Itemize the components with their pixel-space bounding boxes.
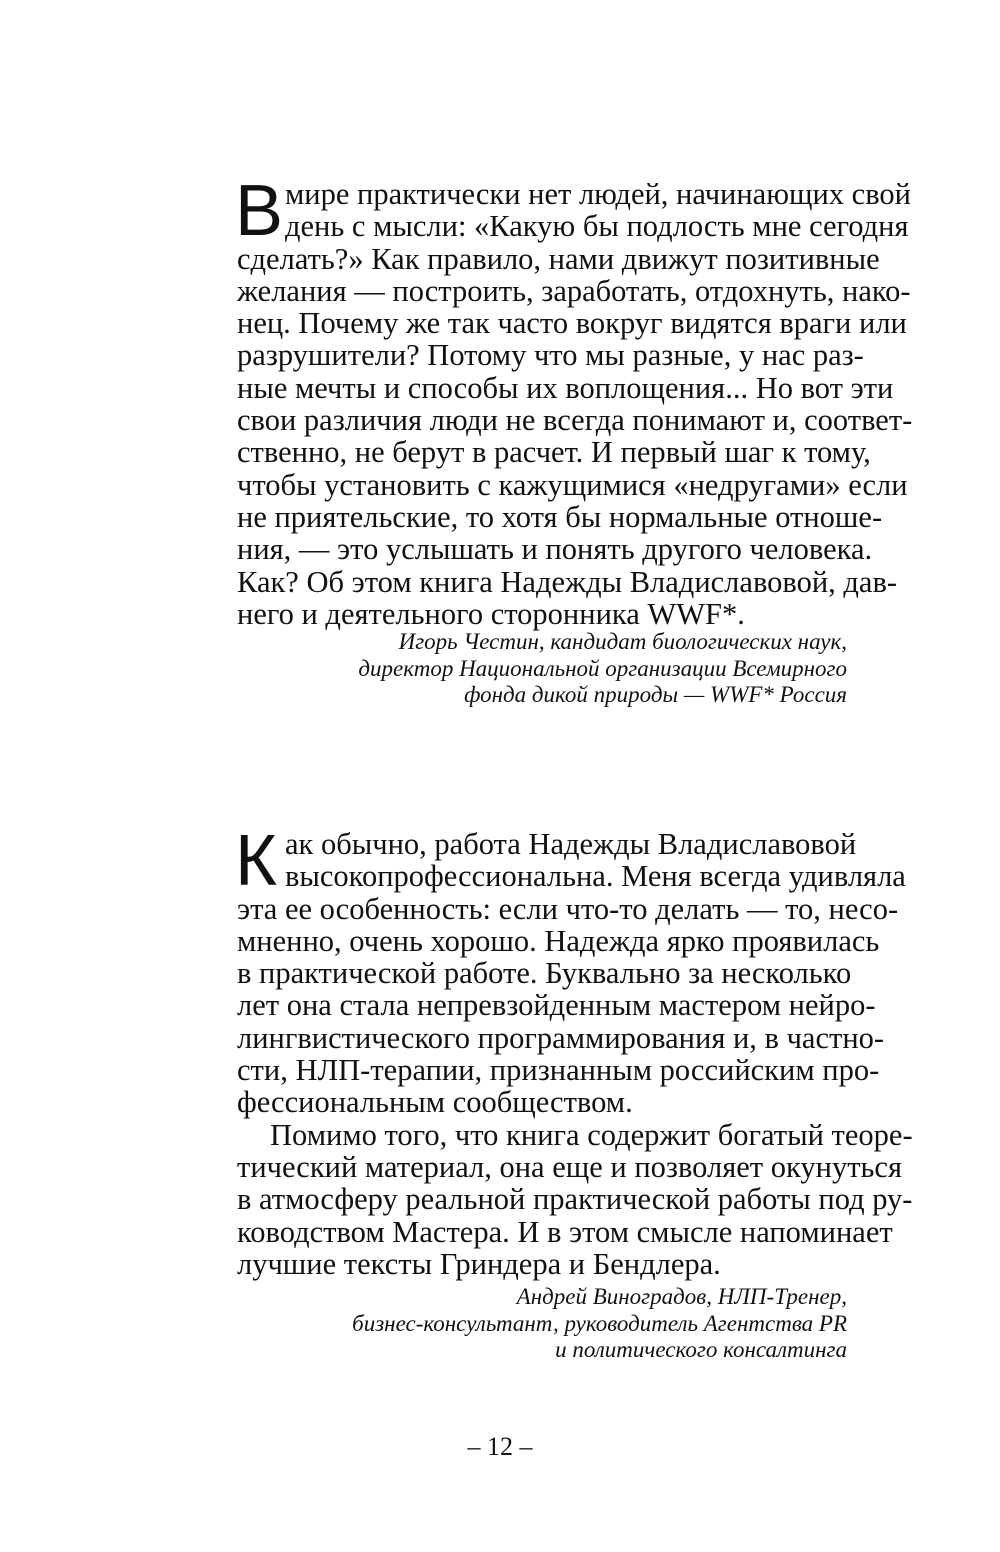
text-line: ководством Мастера. И в этом смысле напоминает xyxy=(237,1214,893,1249)
text-line: высокопрофессиональна. Меня всегда удивляла xyxy=(285,859,906,894)
text-line: разрушители? Потому что мы разные, у нас раз- xyxy=(237,338,864,373)
dropcap-paragraph-1 xyxy=(235,171,911,251)
text-line: мире практически нет людей, начинающих свой xyxy=(285,177,911,211)
text-line: эта ее особенность: если что-то делать — то, несо- xyxy=(237,891,899,926)
text-line: в атмосферу реальной практической работы под ру- xyxy=(237,1182,913,1217)
attribution-line: и политического консалтинга xyxy=(555,1337,847,1362)
text-line: мненно, очень хорошо. Надежда ярко проявилась xyxy=(237,923,880,958)
text-line: лучшие тексты Гриндера и Бендлера. xyxy=(237,1246,721,1281)
text-line: желания — построить, заработать, отдохнуть, нако- xyxy=(237,273,911,308)
attribution-1 xyxy=(358,629,847,709)
text-line: сделать?» Как правило, нами движут позитивные xyxy=(237,241,880,276)
foreword-section-1 xyxy=(235,171,913,631)
text-line: лет она стала непревзойденным мастером нейро- xyxy=(237,988,876,1023)
attribution-2 xyxy=(352,1284,847,1364)
attribution-line: Игорь Честин, кандидат биологических наук, xyxy=(398,629,847,654)
text-line: него и деятельного сторонника WWF*. xyxy=(237,596,745,631)
text-line: нец. Почему же так часто вокруг видятся враги или xyxy=(237,306,907,341)
text-line: Помимо того, что книга содержит богатый теоре- xyxy=(270,1117,913,1152)
attribution-line: Андрей Виноградов, НЛП-Тренер, xyxy=(516,1284,847,1309)
text-line: тический материал, она еще и позволяет окунуться xyxy=(237,1149,902,1184)
text-line: в практической работе. Буквально за несколько xyxy=(237,956,852,991)
attribution-line: бизнес-консультант, руководитель Агентства PR xyxy=(352,1310,847,1336)
dropcap-letter: В xyxy=(235,171,284,251)
text-line: не приятельские, то хотя бы нормальные отноше- xyxy=(237,499,883,534)
text-line: свои различия люди не всегда понимают и, соответ- xyxy=(237,403,913,438)
text-line: фессиональным сообществом. xyxy=(237,1085,633,1120)
text-line: ные мечты и способы их воплощения... Но вот эти xyxy=(237,370,894,405)
text-line: ственно, не берут в расчет. И первый шаг к тому, xyxy=(237,435,871,470)
text-line: Как? Об этом книга Надежды Владиславовой, дав- xyxy=(237,564,898,599)
text-line: ния, — это услышать и понять другого человека. xyxy=(237,532,873,567)
page-number: – 12 – xyxy=(467,1432,533,1461)
text-line: сти, НЛП-терапии, признанным российским про- xyxy=(237,1053,880,1088)
attribution-line: фонда дикой природы — WWF* Россия xyxy=(464,682,847,707)
text-line: ак обычно, работа Надежды Владиславовой xyxy=(285,827,857,861)
dropcap-letter: К xyxy=(235,821,277,901)
foreword-section-2 xyxy=(235,821,913,1281)
text-line: день с мысли: «Какую бы подлость мне сегодня xyxy=(285,209,909,244)
text-line: лингвистического программирования и, в частно- xyxy=(237,1020,885,1055)
text-line: чтобы установить с кажущимися «недругами» если xyxy=(237,467,908,502)
dropcap-paragraph-2 xyxy=(235,821,906,901)
attribution-line: директор Национальной организации Всемирного xyxy=(358,655,847,681)
